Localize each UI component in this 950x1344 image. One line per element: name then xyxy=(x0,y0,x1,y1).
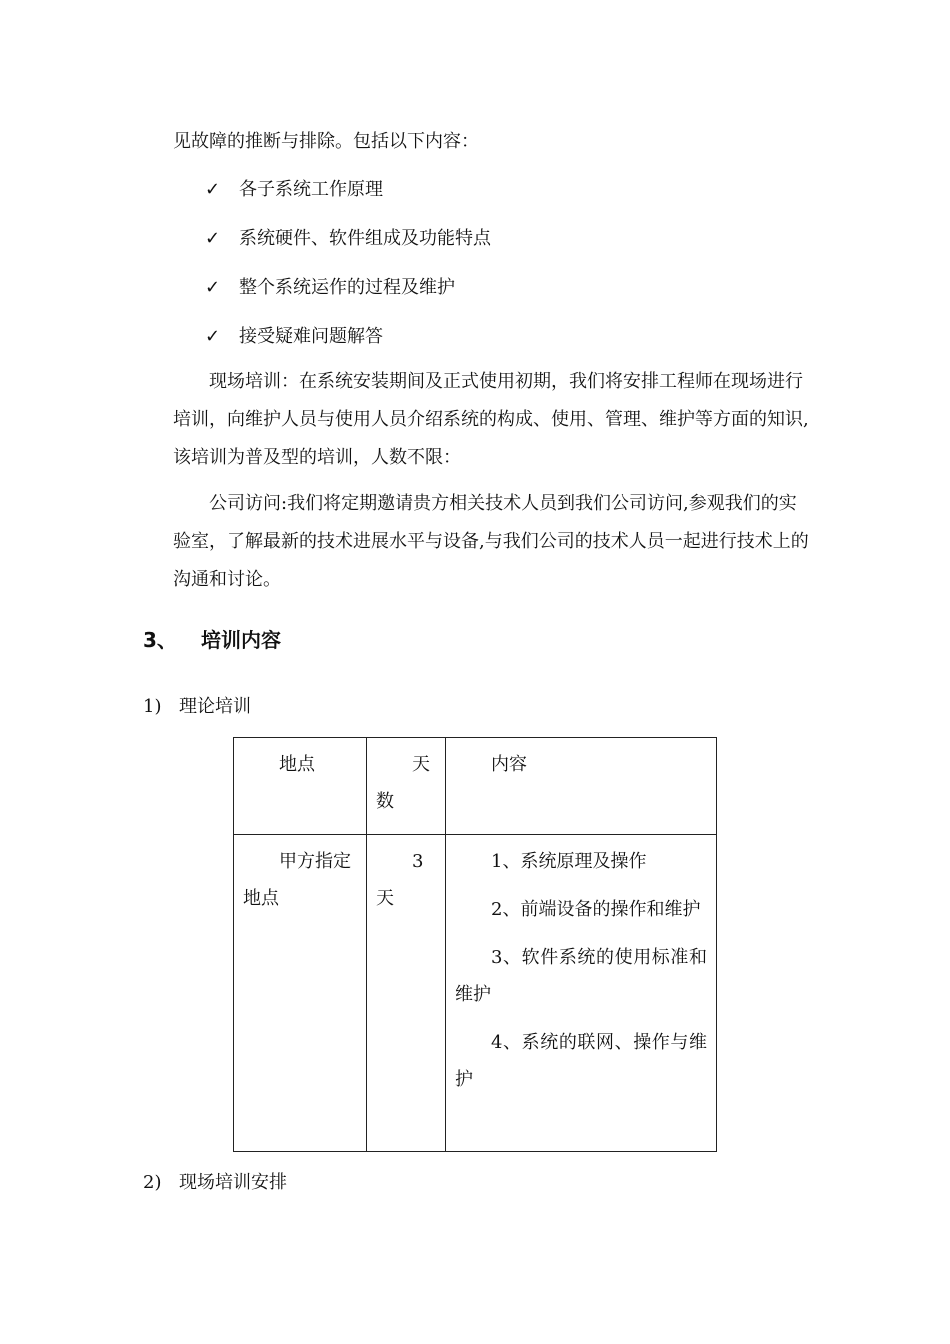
header-location: 地点 xyxy=(279,754,315,775)
subsection-heading xyxy=(143,1168,287,1194)
days-cell xyxy=(367,835,446,1152)
header-content-cell xyxy=(446,738,717,835)
section-number: 3、 xyxy=(143,628,177,652)
section-heading xyxy=(143,624,281,653)
header-location-cell xyxy=(234,738,367,835)
table-row xyxy=(234,835,717,1152)
checklist-item-text: 接受疑难问题解答 xyxy=(239,326,383,347)
subsection-number: 2) xyxy=(143,1172,162,1193)
subsection-number: 1) xyxy=(143,696,162,717)
content-item: 2、前端设备的操作和维护 xyxy=(491,899,701,920)
intro-line: 见故障的推断与排除。包括以下内容： xyxy=(173,131,479,152)
header-days: 天数 xyxy=(376,754,430,812)
content-cell xyxy=(446,835,717,1152)
checklist-item-text: 各子系统工作原理 xyxy=(239,179,383,200)
training-table xyxy=(233,737,717,1152)
header-days-cell xyxy=(367,738,446,835)
check-icon: ✓ xyxy=(205,179,221,200)
checklist-item xyxy=(205,224,491,250)
checklist-item xyxy=(205,273,455,299)
days-value: 3 天 xyxy=(376,851,424,909)
table-header-row xyxy=(234,738,717,835)
check-icon: ✓ xyxy=(205,326,221,347)
subsection-heading xyxy=(143,692,251,718)
subsection-title: 现场培训安排 xyxy=(179,1172,287,1193)
onsite-training-paragraph: 现场培训：在系统安装期间及正式使用初期，我们将安排工程师在现场进行培训，向维护人员与使用人员介绍系统的构成、使用、管理、维护等方面的知识,该培训为普及型的培训，人数不限： xyxy=(173,371,809,468)
content-item: 4、系统的联网、操作与维护 xyxy=(455,1032,707,1090)
location-cell xyxy=(234,835,367,1152)
location-value: 甲方指定地点 xyxy=(243,851,351,909)
section-title: 培训内容 xyxy=(201,628,281,652)
check-icon: ✓ xyxy=(205,277,221,298)
content-item: 3、软件系统的使用标准和维护 xyxy=(455,947,707,1005)
subsection-title: 理论培训 xyxy=(179,696,251,717)
checklist-item xyxy=(205,322,383,348)
checklist-item xyxy=(205,175,383,201)
check-icon: ✓ xyxy=(205,228,221,249)
content-item: 1、系统原理及操作 xyxy=(491,851,647,872)
company-visit-paragraph: 公司访问:我们将定期邀请贵方相关技术人员到我们公司访问,参观我们的实验室，了解最新的技术进展水平与设备,与我们公司的技术人员一起进行技术上的沟通和讨论。 xyxy=(173,493,809,590)
header-content: 内容 xyxy=(491,754,527,775)
checklist-item-text: 系统硬件、软件组成及功能特点 xyxy=(239,228,491,249)
checklist-item-text: 整个系统运作的过程及维护 xyxy=(239,277,455,298)
